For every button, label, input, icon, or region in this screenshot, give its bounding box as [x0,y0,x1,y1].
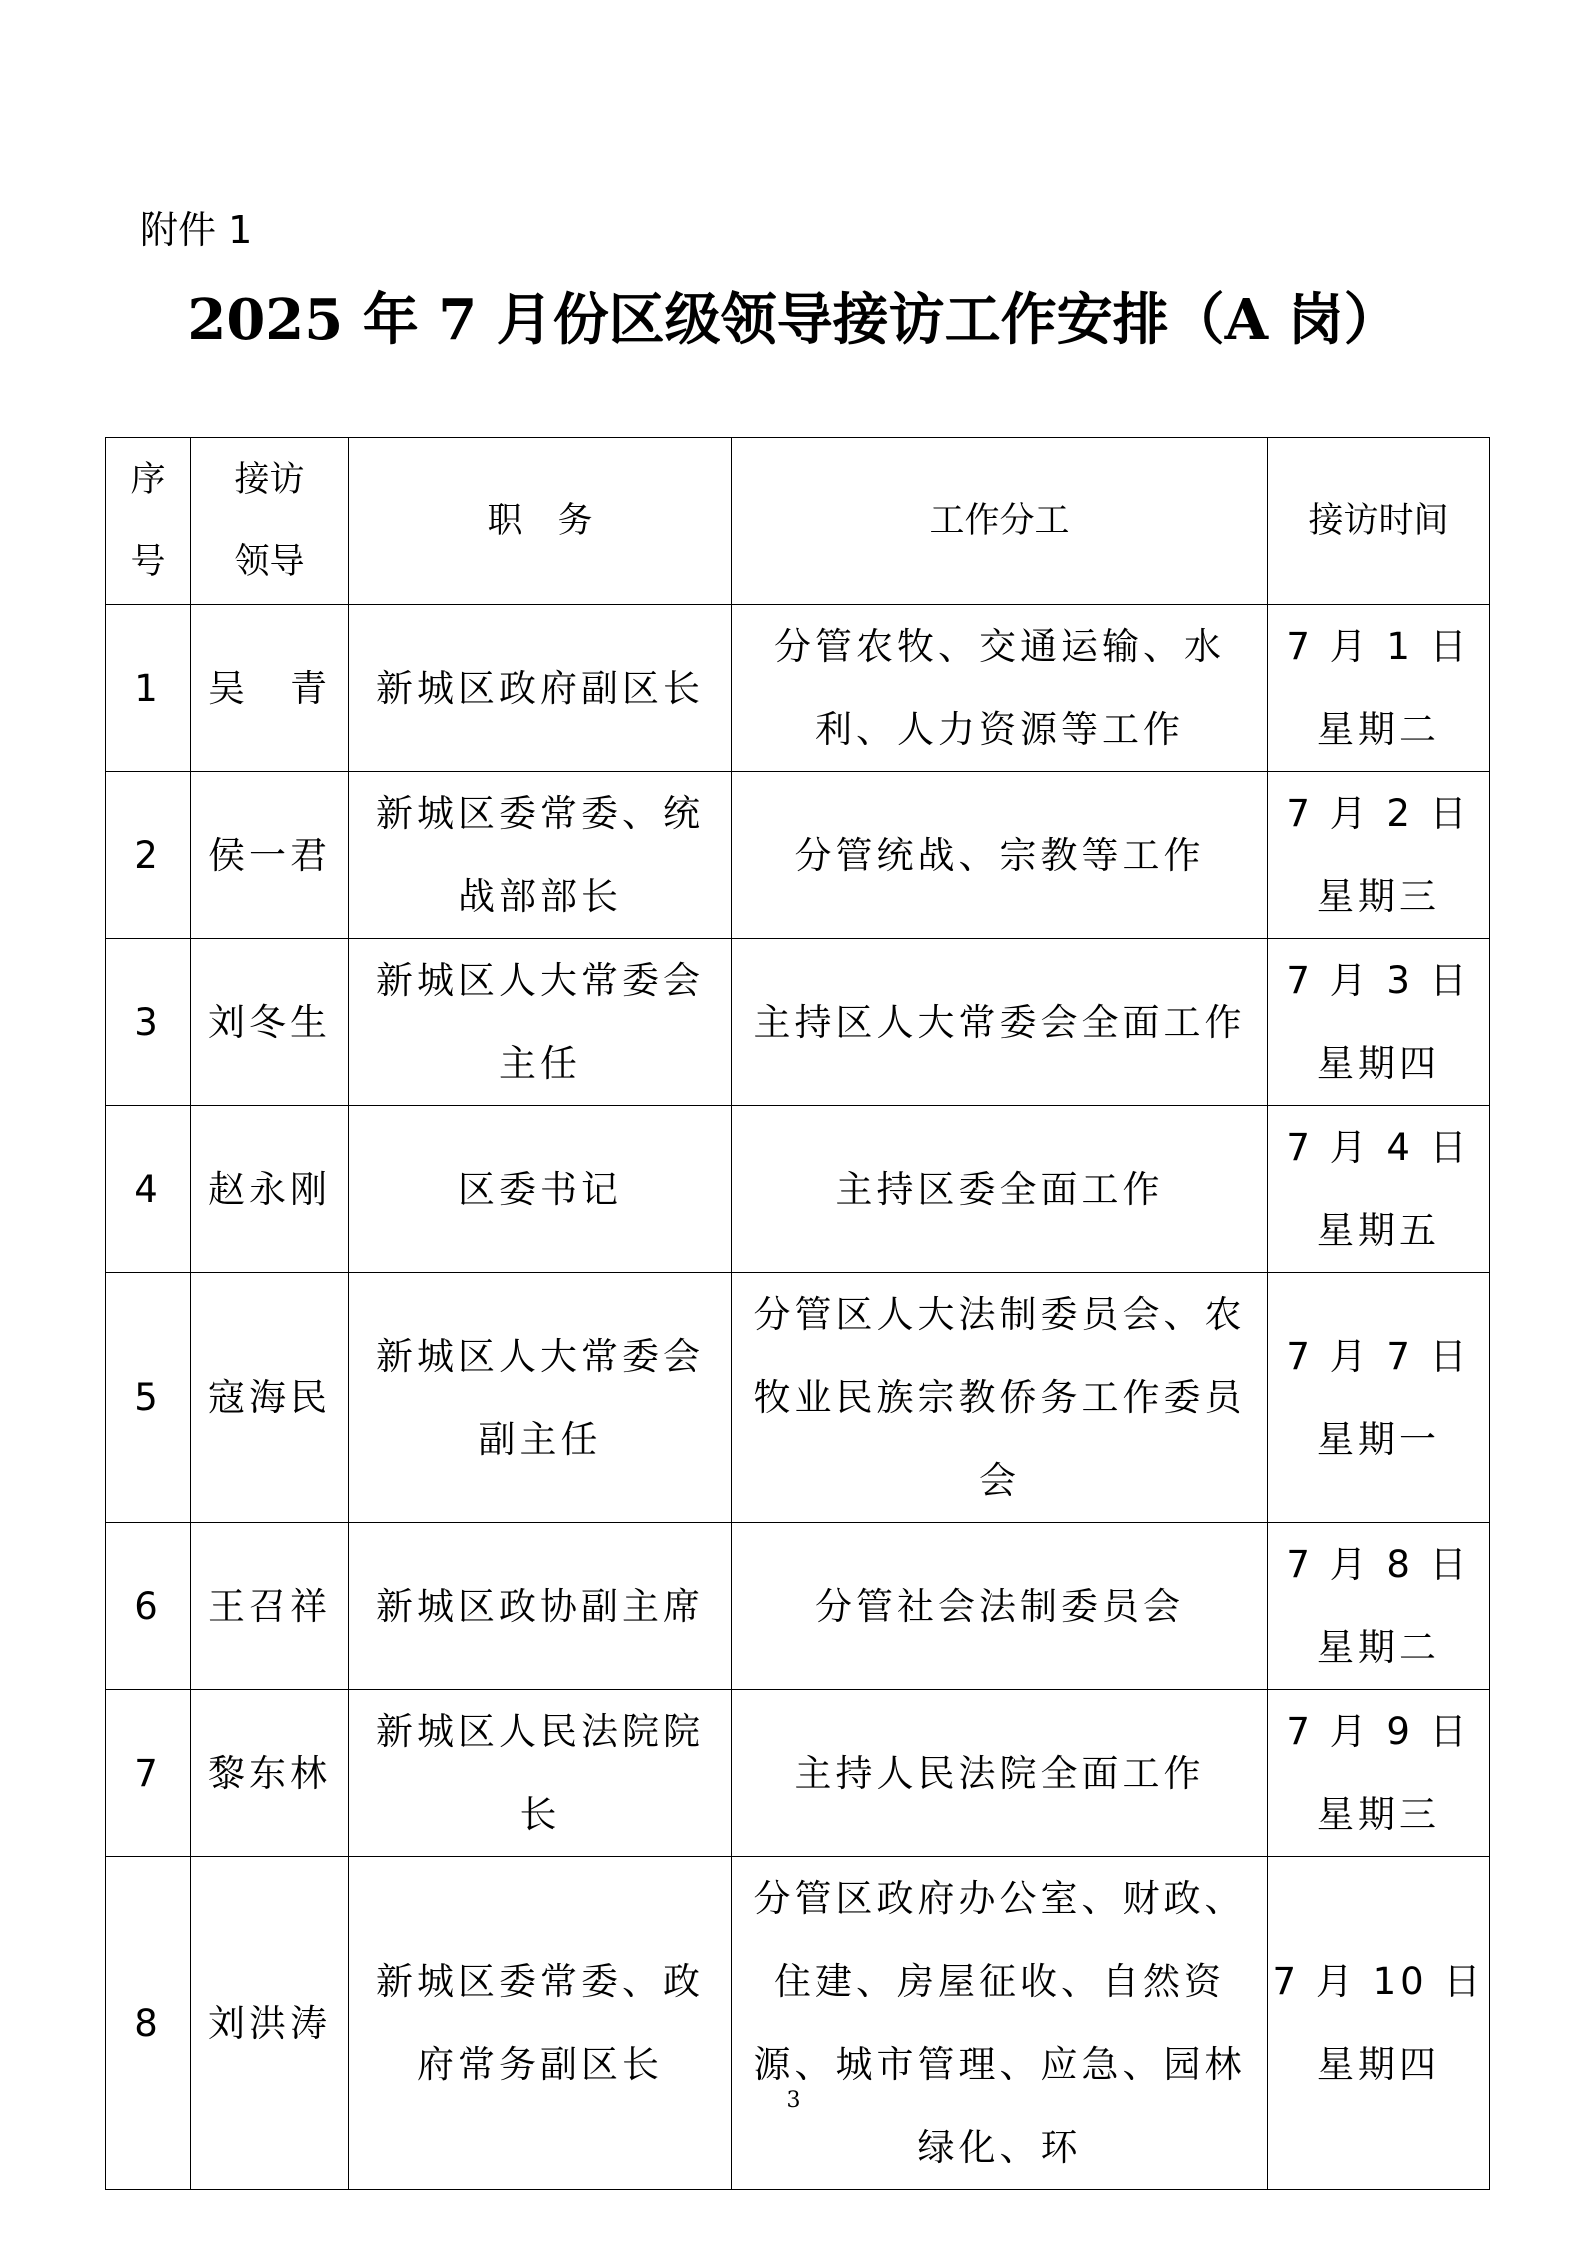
position-text: 新城区政协副主席 [376,1584,704,1628]
duties-cell [732,1273,1268,1523]
leader-name: 刘洪涛 [191,1857,349,2190]
position-cell [349,1273,732,1523]
position-text: 新城区政府副区长 [376,666,704,710]
row-number: 6 [106,1523,191,1690]
duties-cell [732,939,1268,1106]
row-number: 4 [106,1106,191,1273]
visit-time-cell [1268,1523,1490,1690]
leader-name: 吴 青 [191,605,349,772]
duties-text: 主持区人大常委会全面工作 [753,1000,1246,1044]
position-cell [349,1690,732,1857]
visit-date: 7 月 2 日 [1286,792,1471,835]
leader-name: 黎东林 [191,1690,349,1857]
column-header-time: 接访时间 [1268,438,1490,605]
row-number: 1 [106,605,191,772]
row-number: 8 [106,1857,191,2190]
duties-text: 分管统战、宗教等工作 [794,833,1205,877]
duties-cell [732,1857,1268,2190]
position-text: 区委书记 [458,1167,622,1211]
visit-date: 7 月 7 日 [1286,1334,1471,1378]
row-number: 2 [106,772,191,939]
duties-cell [732,605,1268,772]
row-number: 5 [106,1273,191,1523]
duties-cell [732,1690,1268,1857]
visit-time-cell [1268,1857,1490,2190]
visit-weekday: 星期三 [1317,1793,1440,1836]
table-row [106,939,1490,1106]
column-header-position: 职 务 [349,438,732,605]
visit-time-cell [1268,605,1490,772]
visit-weekday: 星期四 [1317,1042,1440,1085]
duties-text: 分管农牧、交通运输、水利、人力资源等工作 [774,625,1225,751]
table-row [106,1523,1490,1690]
leader-name: 王召祥 [191,1523,349,1690]
page-number: 3 [786,2088,801,2113]
duties-text: 分管区人大法制委员会、农牧业民族宗教侨务工作委员会 [753,1293,1246,1502]
visit-date: 7 月 1 日 [1286,625,1471,668]
duties-text: 主持人民法院全面工作 [794,1751,1205,1795]
schedule-table [105,437,1490,2190]
table-row [106,605,1490,772]
visit-date: 7 月 3 日 [1286,959,1471,1002]
position-cell [349,605,732,772]
position-cell [349,1523,732,1690]
leader-name: 寇海民 [191,1273,349,1523]
visit-weekday: 星期三 [1317,875,1440,918]
position-text: 新城区委常委、统战部部长 [376,792,704,918]
visit-weekday: 星期一 [1317,1417,1440,1461]
visit-date: 7 月 8 日 [1286,1543,1471,1586]
leader-name: 赵永刚 [191,1106,349,1273]
duties-text: 分管区政府办公室、财政、住建、房屋征收、自然资源、城市管理、应急、园林绿化、环 [753,1877,1246,2169]
page-title: 2025 年 7 月份区级领导接访工作安排（A 岗） [187,287,1400,353]
visit-time-cell [1268,772,1490,939]
visit-weekday: 星期二 [1317,1626,1440,1669]
table-header-row [106,438,1490,605]
visit-weekday: 星期五 [1317,1209,1440,1252]
column-header-leader: 接访 领导 [191,438,349,605]
visit-date: 7 月 10 日 [1272,1960,1485,2003]
position-cell [349,772,732,939]
table-row [106,1106,1490,1273]
table-row [106,772,1490,939]
duties-cell [732,1523,1268,1690]
visit-time-cell [1268,1690,1490,1857]
position-text: 新城区人民法院院长 [376,1710,704,1836]
leader-name: 侯一君 [191,772,349,939]
table-row [106,1857,1490,2190]
visit-time-cell [1268,1273,1490,1523]
position-cell [349,1857,732,2190]
position-text: 新城区人大常委会主任 [376,959,704,1085]
duties-cell [732,772,1268,939]
visit-date: 7 月 9 日 [1286,1710,1471,1753]
column-header-duties: 工作分工 [732,438,1268,605]
row-number: 3 [106,939,191,1106]
visit-weekday: 星期四 [1317,2043,1440,2086]
position-text: 新城区委常委、政府常务副区长 [376,1960,704,2086]
column-header-index: 序 号 [106,438,191,605]
position-text: 新城区人大常委会副主任 [376,1334,704,1461]
row-number: 7 [106,1690,191,1857]
position-cell [349,939,732,1106]
position-cell [349,1106,732,1273]
leader-name: 刘冬生 [191,939,349,1106]
visit-weekday: 星期二 [1317,708,1440,751]
table-row [106,1273,1490,1523]
table-row [106,1690,1490,1857]
visit-date: 7 月 4 日 [1286,1126,1471,1169]
visit-time-cell [1268,939,1490,1106]
duties-text: 主持区委全面工作 [835,1167,1164,1211]
duties-text: 分管社会法制委员会 [815,1584,1184,1628]
visit-time-cell [1268,1106,1490,1273]
duties-cell [732,1106,1268,1273]
attachment-label: 附件 1 [140,208,253,252]
